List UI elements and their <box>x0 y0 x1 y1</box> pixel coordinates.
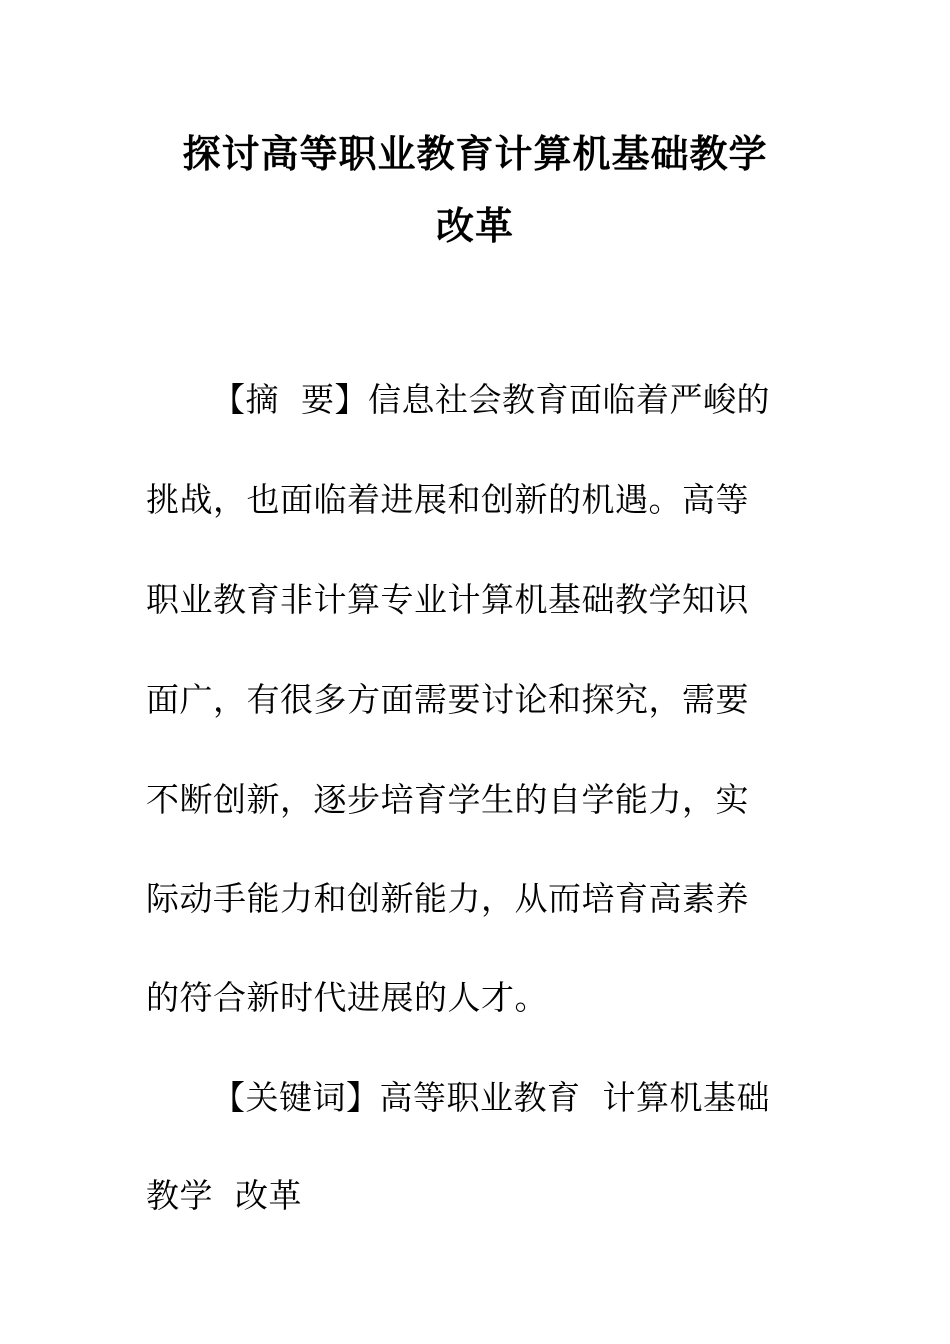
abstract-line-6: 际动手能力和创新能力，从而培育高素养 <box>146 879 749 918</box>
keywords-line-1: 【关键词】高等职业教育 计算机基础 <box>212 1078 770 1117</box>
keywords-line-2: 教学 改革 <box>146 1176 302 1215</box>
document-title-line-1: 探讨高等职业教育计算机基础教学 <box>182 131 768 176</box>
abstract-line-3: 职业教育非计算专业计算机基础教学知识 <box>146 580 749 619</box>
abstract-line-4: 面广，有很多方面需要讨论和探究，需要 <box>146 680 749 719</box>
abstract-line-2: 挑战，也面临着进展和创新的机遇。高等 <box>146 480 749 519</box>
document-title-line-2: 改革 <box>435 203 514 248</box>
abstract-line-7: 的符合新时代进展的人才。 <box>146 978 548 1017</box>
abstract-line-5: 不断创新，逐步培育学生的自学能力，实 <box>146 780 749 819</box>
abstract-line-1: 【摘 要】信息社会教育面临着严峻的 <box>212 380 770 419</box>
